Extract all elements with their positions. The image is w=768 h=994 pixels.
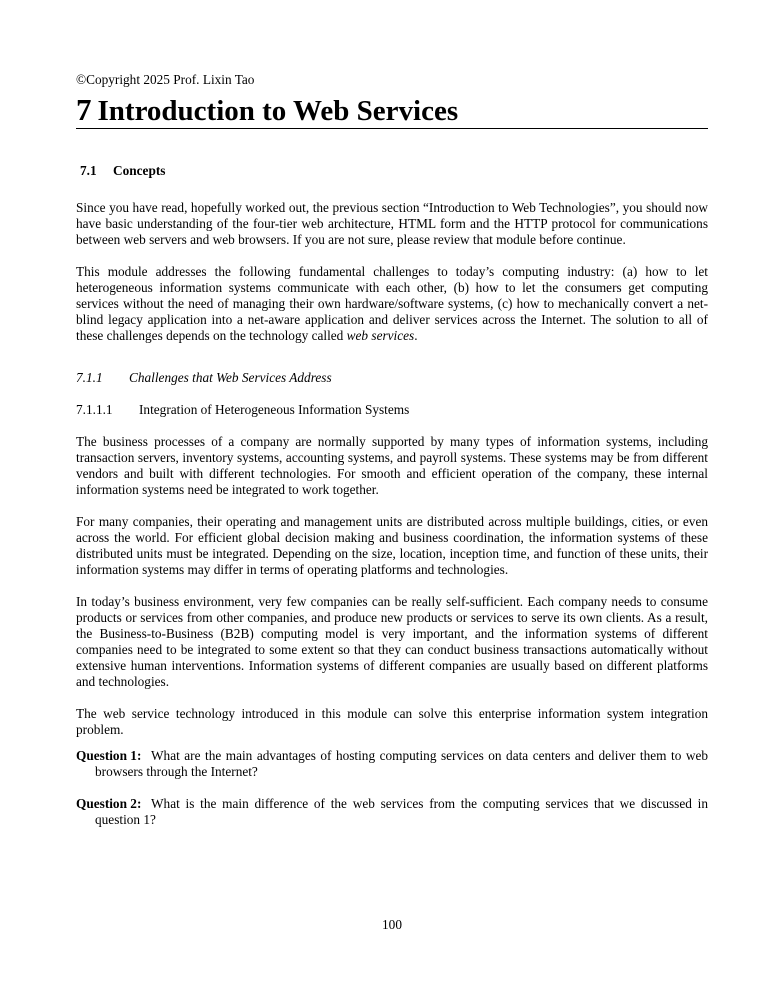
paragraph-challenges xyxy=(76,264,708,344)
page-body xyxy=(76,72,708,828)
question-label: Question 2: xyxy=(76,796,142,811)
question-text: What are the main advantages of hosting computing services on data centers and deliver them to web browsers through the Internet? xyxy=(95,748,708,779)
paragraph-intro: Since you have read, hopefully worked out, the previous section “Introduction to Web Technologies”, you should now have basic understanding of the four-tier web architecture, HTML form and the HTTP protocol for communications between web servers and web browsers. If you are not sure, please review that module before continue. xyxy=(76,200,708,247)
paragraph-business-processes: The business processes of a company are normally supported by many types of information systems, including transaction servers, inventory systems, accounting systems, and payroll systems. These systems may be from different vendors and built with different technologies. For smooth and efficient operation of the company, these internal information systems need be integrated to work together. xyxy=(76,434,708,497)
question-label: Question 1: xyxy=(76,748,142,763)
subsubsection-number: 7.1.1.1 xyxy=(76,402,113,417)
chapter-number: 7 xyxy=(76,92,92,127)
section-heading xyxy=(76,163,708,179)
subsubsection-title: Integration of Heterogeneous Information Systems xyxy=(139,402,410,417)
copyright-notice: ©Copyright 2025 Prof. Lixin Tao xyxy=(76,72,255,87)
subsubsection-heading xyxy=(76,402,708,418)
paragraph-end: . xyxy=(414,328,418,343)
question-text: What is the main difference of the web services from the computing services that we discussed in question 1? xyxy=(95,796,708,827)
page-number: 100 xyxy=(382,917,402,932)
subsection-number: 7.1.1 xyxy=(76,370,103,385)
section-title: Concepts xyxy=(113,163,166,178)
chapter-title-text: Introduction to Web Services xyxy=(97,95,459,127)
subsection-title: Challenges that Web Services Address xyxy=(129,370,332,385)
emphasis-web-services: web services xyxy=(346,328,415,343)
paragraph-solution: The web service technology introduced in this module can solve this enterprise information system integration problem. xyxy=(76,706,708,737)
question-2 xyxy=(76,796,708,828)
subsection-heading xyxy=(76,370,708,386)
paragraph-b2b: In today’s business environment, very few companies can be really self-sufficient. Each company needs to consume products or services from other companies, and produce new products or services to serve its own clients. As a result, the Business-to-Business (B2B) computing model is very important, and the information systems of different companies need to be integrated to some extent so that they can conduct business transactions automatically without extensive human interventions. Information systems of different companies are usually based on different platforms and technologies. xyxy=(76,594,708,689)
question-1 xyxy=(76,748,708,780)
chapter-title xyxy=(76,94,708,129)
section-number: 7.1 xyxy=(80,163,97,178)
paragraph-text: This module addresses the following fundamental challenges to today’s computing industry: (a) how to let heterogeneous information systems communicate with each other, (b) how to let the consumers get computing services without the need of managing their own hardware/software systems, (c) how to mechanically convert a net-blind legacy application into a net-aware application and deliver services across the Internet. The solution to all of these challenges depends on the technology called xyxy=(76,264,708,343)
paragraph-distributed-units: For many companies, their operating and management units are distributed across multiple buildings, cities, or even across the world. For efficient global decision making and business coordination, the information systems of these distributed units must be integrated. Depending on the size, location, inception time, and function of these units, their information systems may differ in terms of operating platforms and technologies. xyxy=(76,514,708,577)
